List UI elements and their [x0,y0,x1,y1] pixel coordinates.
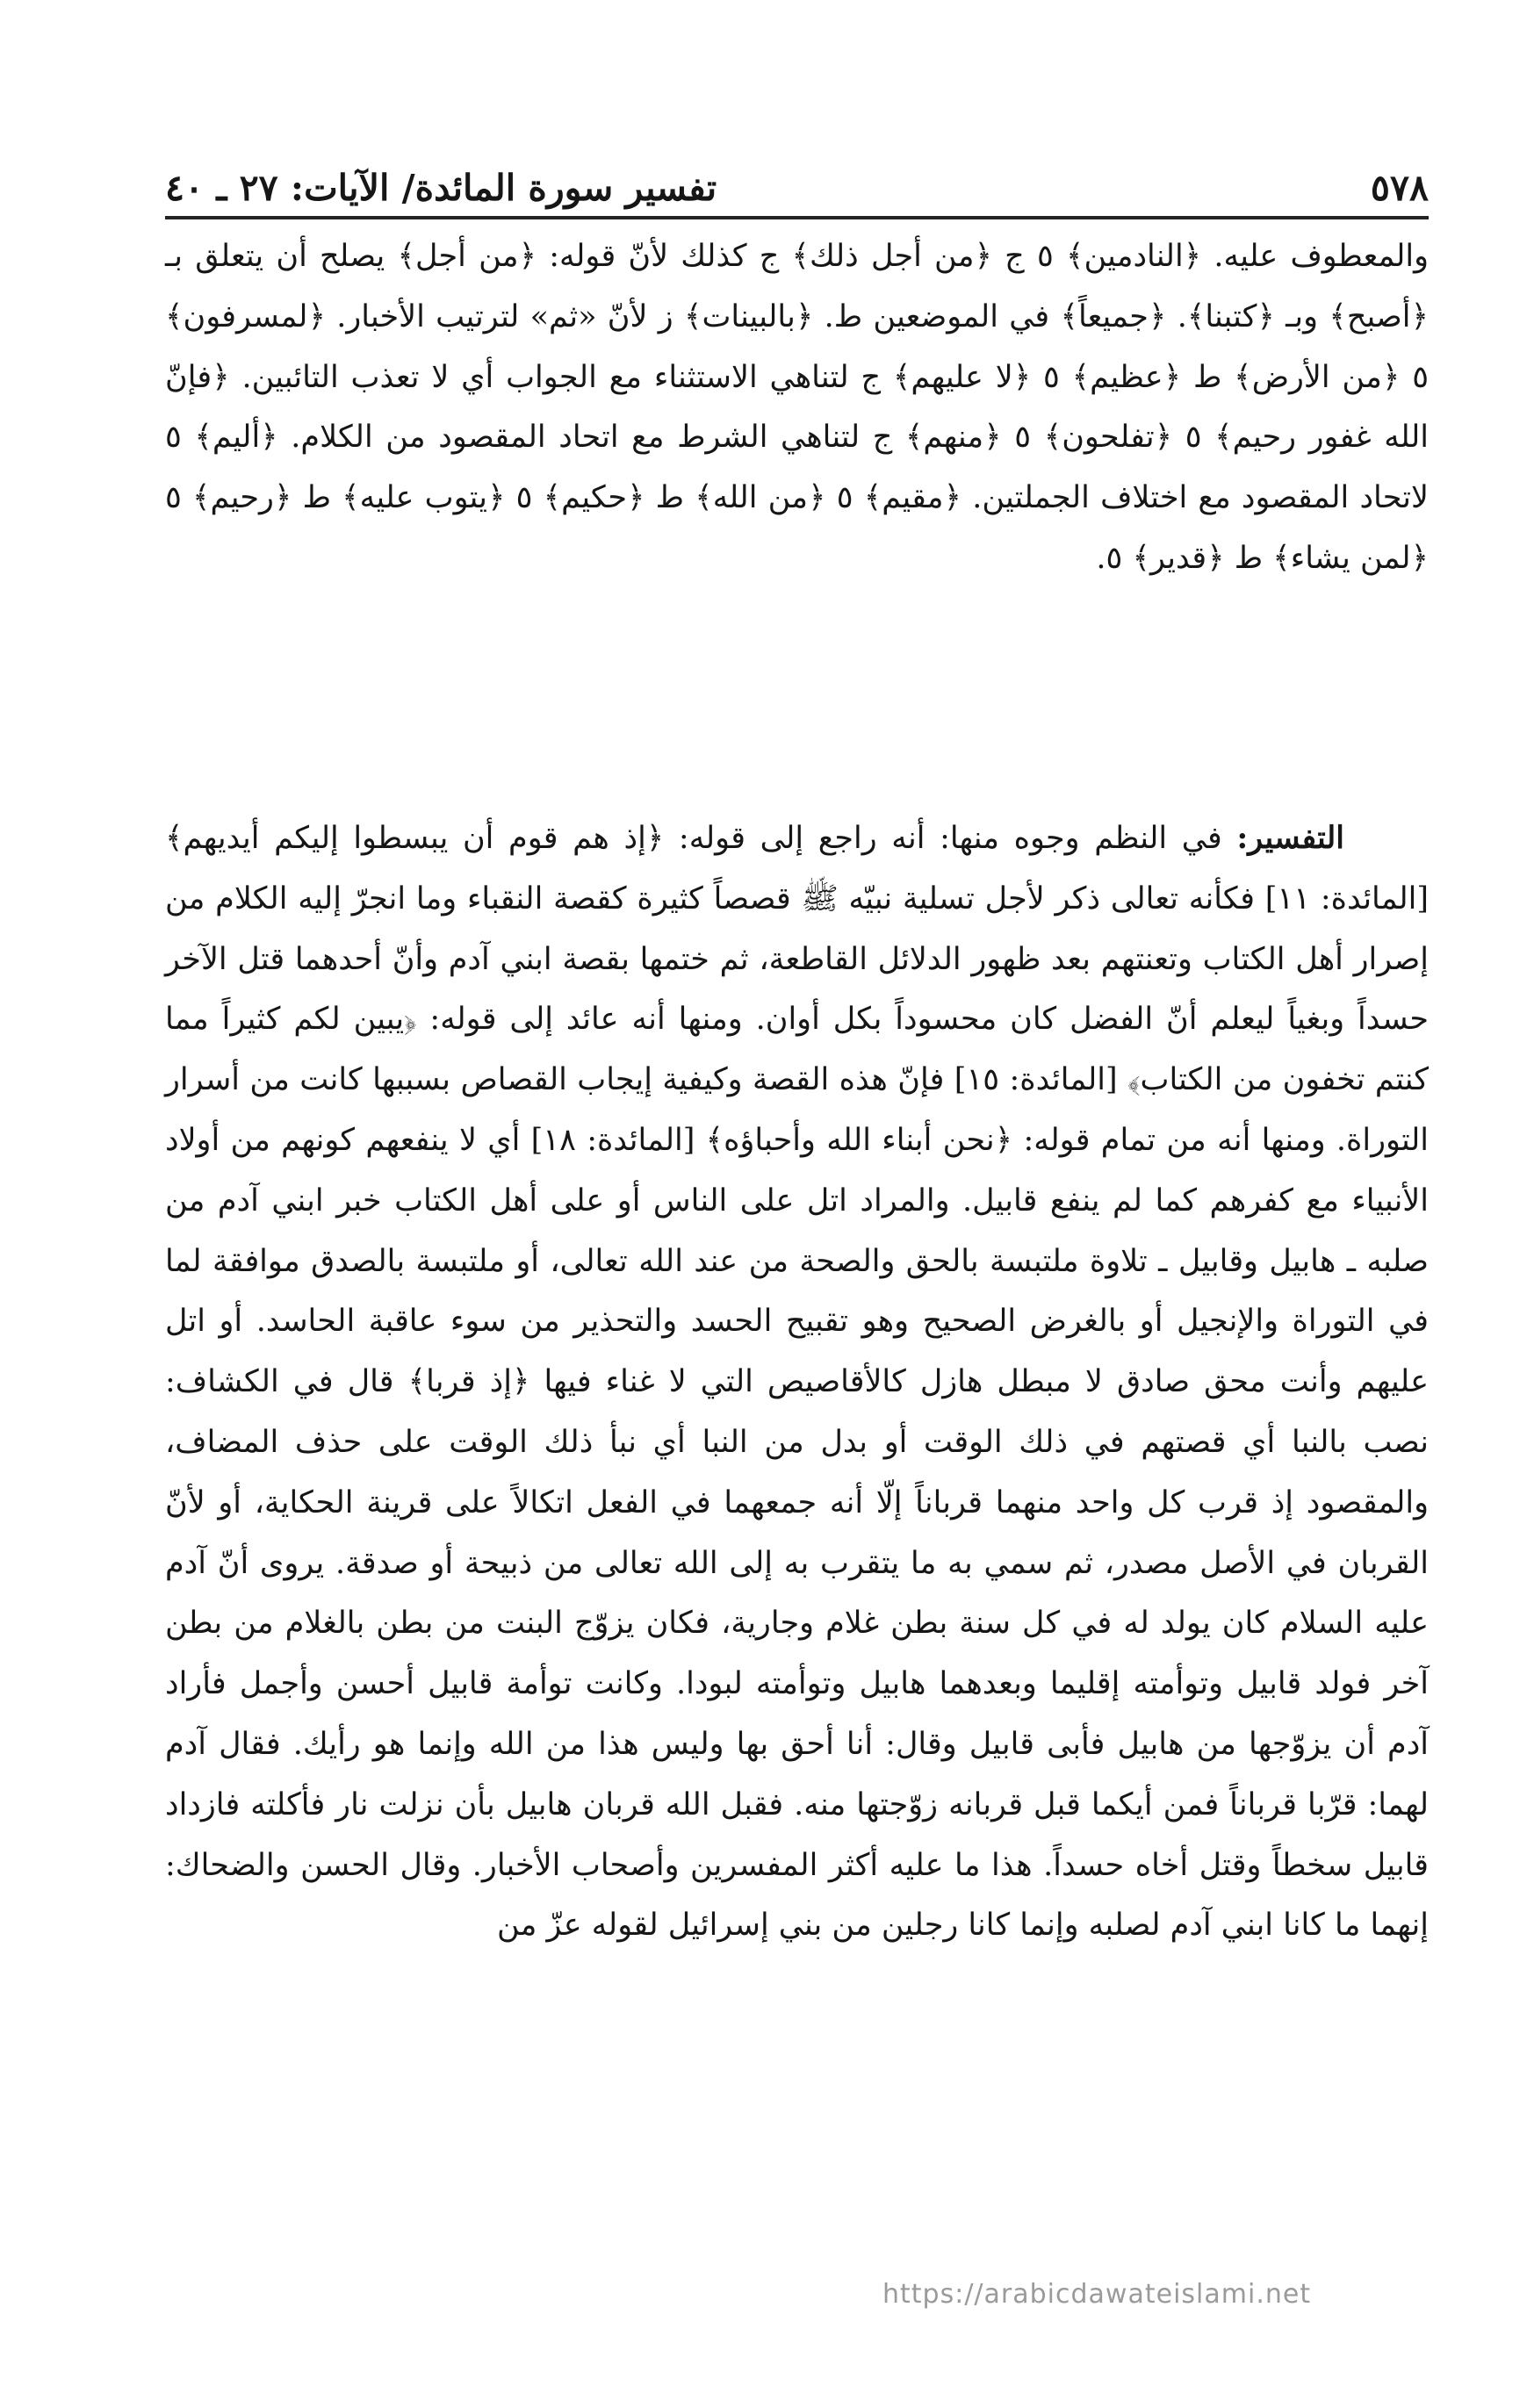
page-number: ٥٧٨ [1370,167,1429,209]
tafsir-text: في النظم وجوه منها: أنه راجع إلى قوله: ﴿إذ هم قوم أن يبسطوا إليكم أيديهم﴾ [المائدة: ١١] فكأنه تعالى ذكر لأجل تسلية نبيّه ﷺ قصصاً كثيرة كقصة النقباء وما انجرّ إليه الكلام من إصرار أهل الكتاب وتعنتهم بعد ظهور الدلائل القاطعة، ثم ختمها بقصة ابني آدم وأنّ أحدهما قتل الآخر حسداً وبغياً ليعلم أنّ الفضل كان محسوداً بكل أوان. ومنها أنه عائد إلى قوله: ﴿يبين لكم كثيراً مما كنتم تخفون من الكتاب﴾ [المائدة: ١٥] فإنّ هذه القصة وكيفية إيجاب القصاص بسببها كانت من أسرار التوراة. ومنها أنه من تمام قوله: ﴿نحن أبناء الله وأحباؤه﴾ [المائدة: ١٨] أي لا ينفعهم كونهم من أولاد الأنبياء مع كفرهم كما لم ينفع قابيل. والمراد اتل على الناس أو على أهل الكتاب خبر ابني آدم من صلبه ـ هابيل وقابيل ـ تلاوة ملتبسة بالحق والصحة من عند الله تعالى، أو ملتبسة بالصدق موافقة لما في التوراة والإنجيل أو بالغرض الصحيح وهو تقبيح الحسد والتحذير من سوء عاقبة الحاسد. أو اتل عليهم وأنت محق صادق لا مبطل هازل كالأقاصيص التي لا غناء فيها ﴿إذ قربا﴾ قال في الكشاف: نصب بالنبا أي قصتهم في ذلك الوقت أو بدل من النبا أي نبأ ذلك الوقت على حذف المضاف، والمقصود إذ قرب كل واحد منهما قرباناً إلّا أنه جمعهما في الفعل اتكالاً على قرينة الحكاية، أو لأنّ القربان في الأصل مصدر، ثم سمي به ما يتقرب به إلى الله تعالى من ذبيحة أو صدقة. يروى أنّ آدم عليه السلام كان يولد له في كل سنة بطن غلام وجارية، فكان يزوّج البنت من بطن بالغلام من بطن آخر فولد قابيل وتوأمته إقليما وبعدهما هابيل وتوأمته لبودا. وكانت توأمة قابيل أحسن وأجمل فأراد آدم أن يزوّجها من هابيل فأبى قابيل وقال: أنا أحق بها وليس هذا من الله وإنما هو رأيك. فقال آدم لهما: قرّبا قرباناً فمن أيكما قبل قربانه زوّجتها منه. فقبل الله قربان هابيل بأن نزلت نار فأكلته فازداد قابيل سخطاً وقتل أخاه حسداً. هذا ما عليه أكثر المفسرين وأصحاب الأخبار. وقال الحسن والضحاك: إنهما ما كانا ابني آدم لصلبه وإنما كانا رجلين من بني إسرائيل لقوله عزّ من [165,821,1430,1944]
tafsir-label: التفسير: [1236,820,1344,856]
running-title: تفسير سورة المائدة/ الآيات: ٢٧ ـ ٤٠ [165,167,717,209]
watermark-url: https://arabicdawateislami.net [882,2279,1312,2310]
tafsir-section [165,809,1429,1956]
header-divider [165,216,1429,219]
page-header [165,147,1429,209]
waqf-stops-section [165,226,1429,589]
waqf-stops-paragraph: والمعطوف عليه. ﴿النادمين﴾ ٥ ج ﴿من أجل ذلك﴾ ج كذلك لأنّ قوله: ﴿من أجل﴾ يصلح أن يتعلق بـ ﴿أصبح﴾ وبـ ﴿كتبنا﴾. ﴿جميعاً﴾ في الموضعين ط. ﴿بالبينات﴾ ز لأنّ «ثم» لترتيب الأخبار. ﴿لمسرفون﴾ ٥ ﴿من الأرض﴾ ط ﴿عظيم﴾ ٥ ﴿لا عليهم﴾ ج لتناهي الاستثناء مع الجواب أي لا تعذب التائبين. ﴿فإنّ الله غفور رحيم﴾ ٥ ﴿تفلحون﴾ ٥ ﴿منهم﴾ ج لتناهي الشرط مع اتحاد المقصود من الكلام. ﴿أليم﴾ ٥ لاتحاد المقصود مع اختلاف الجملتين. ﴿مقيم﴾ ٥ ﴿من الله﴾ ط ﴿حكيم﴾ ٥ ﴿يتوب عليه﴾ ط ﴿رحيم﴾ ٥ ﴿لمن يشاء﴾ ط ﴿قدير﴾ ٥. [165,239,1429,576]
tafsir-paragraph [165,809,1429,1956]
